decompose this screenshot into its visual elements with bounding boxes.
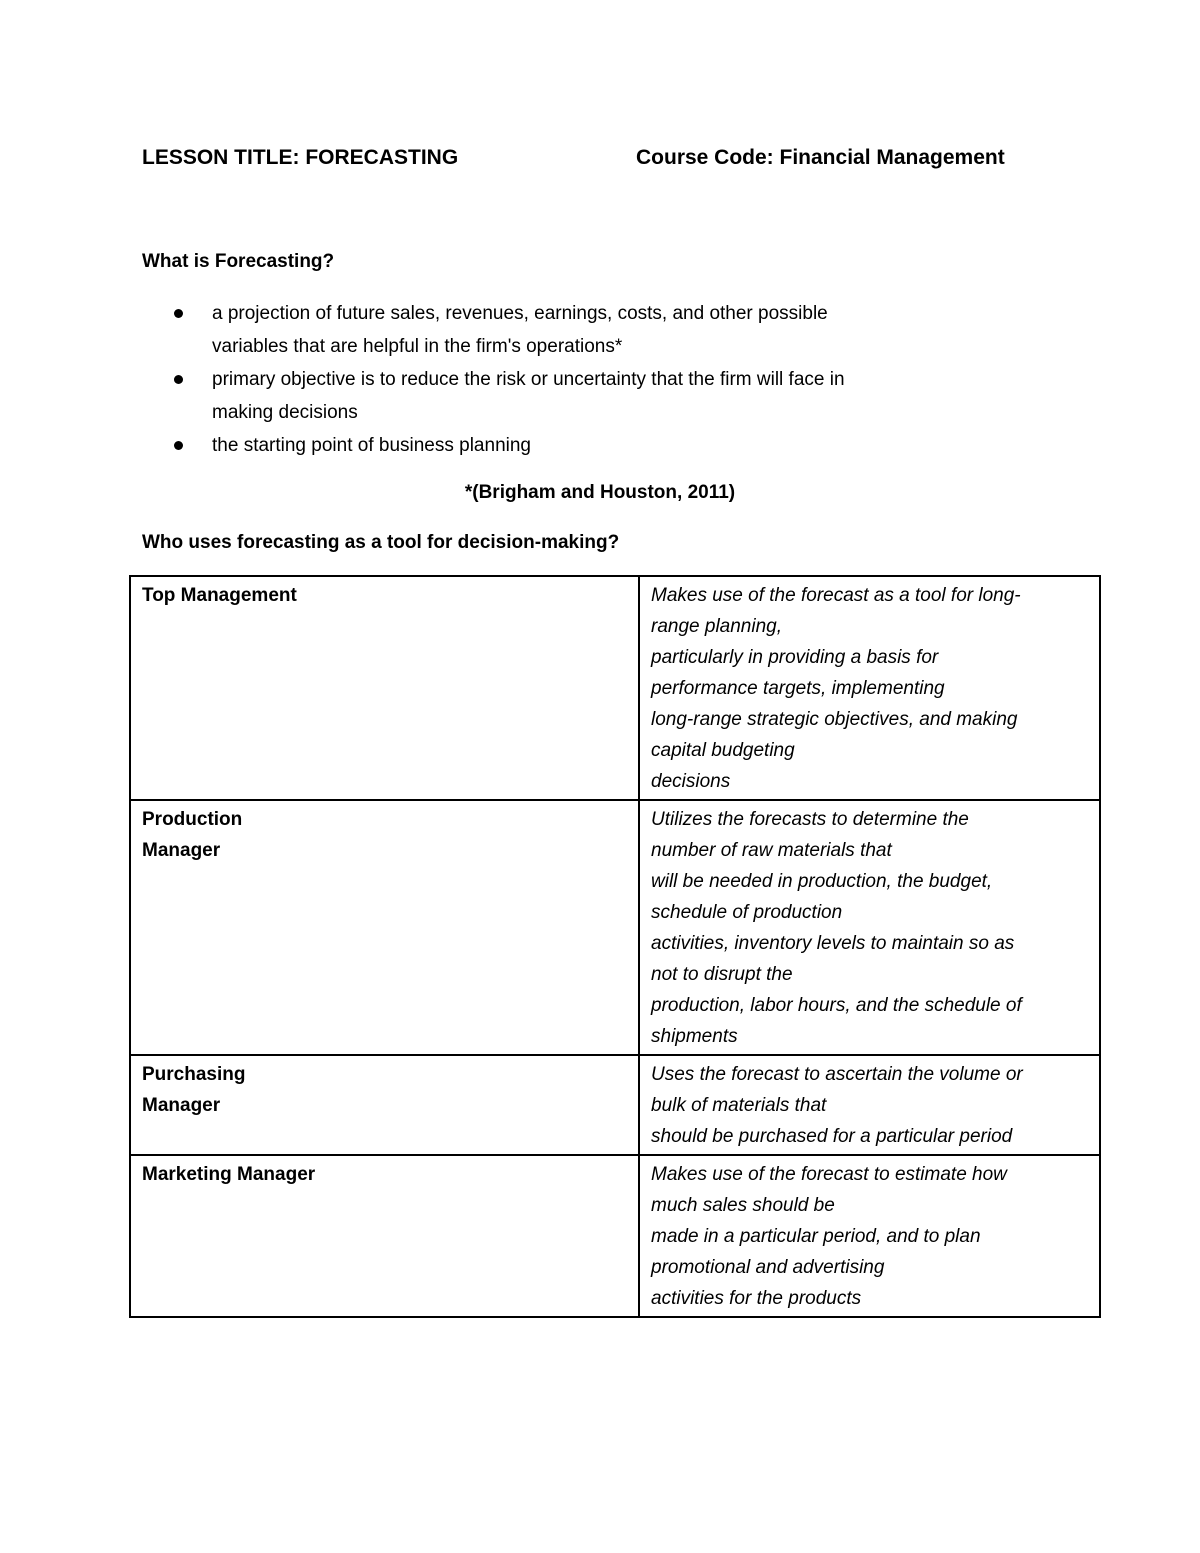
bullet-icon (174, 441, 183, 450)
description-text: activities for the products (651, 1288, 862, 1309)
lesson-title: LESSON TITLE: FORECASTING (142, 146, 459, 169)
bullet-icon (174, 309, 183, 318)
role-text: Manager (142, 1095, 221, 1116)
role-text: Production (142, 809, 243, 830)
description-text: Uses the forecast to ascertain the volume or (651, 1064, 1023, 1085)
bullet-item (168, 363, 1048, 429)
citation: *(Brigham and Houston, 2011) (464, 482, 736, 503)
document-header (142, 146, 1062, 176)
role-cell (130, 800, 639, 1055)
description-text: range planning, (651, 616, 782, 637)
role-cell (130, 576, 639, 800)
bullet-item (168, 429, 1048, 462)
description-cell (639, 1055, 1100, 1155)
description-cell (639, 800, 1100, 1055)
description-text: performance targets, implementing (651, 678, 945, 699)
bullet-text: primary objective is to reduce the risk or uncertainty that the firm will face in (212, 369, 845, 390)
description-text: will be needed in production, the budget, (651, 871, 993, 892)
description-text: number of raw materials that (651, 840, 892, 861)
role-text: Top Management (142, 585, 297, 606)
description-text: should be purchased for a particular period (651, 1126, 1013, 1147)
role-text: Marketing Manager (142, 1164, 316, 1185)
description-cell (639, 576, 1100, 800)
bullet-item (168, 297, 1048, 363)
bullet-text: the starting point of business planning (212, 435, 531, 456)
description-text: promotional and advertising (651, 1257, 885, 1278)
what-is-forecasting-heading: What is Forecasting? (142, 251, 335, 272)
description-text: bulk of materials that (651, 1095, 827, 1116)
role-text: Manager (142, 840, 221, 861)
table-row (130, 576, 1100, 800)
table-row (130, 800, 1100, 1055)
description-text: Makes use of the forecast to estimate how (651, 1164, 1007, 1185)
description-text: made in a particular period, and to plan (651, 1226, 981, 1247)
definition-bullet-list (168, 297, 1048, 462)
description-text: capital budgeting (651, 740, 795, 761)
who-uses-forecasting-heading: Who uses forecasting as a tool for decision-making? (142, 532, 620, 553)
description-text: not to disrupt the (651, 964, 793, 985)
description-text: production, labor hours, and the schedule of (651, 995, 1022, 1016)
role-text: Purchasing (142, 1064, 246, 1085)
description-text: much sales should be (651, 1195, 835, 1216)
description-text: Utilizes the forecasts to determine the (651, 809, 969, 830)
bullet-text: variables that are helpful in the firm's operations* (212, 336, 623, 357)
table-row (130, 1055, 1100, 1155)
description-text: shipments (651, 1026, 738, 1047)
role-cell (130, 1055, 639, 1155)
course-code: Course Code: Financial Management (636, 146, 1005, 169)
table-row (130, 1155, 1100, 1317)
roles-table (129, 575, 1101, 1318)
description-text: long-range strategic objectives, and making (651, 709, 1018, 730)
description-text: decisions (651, 771, 731, 792)
description-cell (639, 1155, 1100, 1317)
description-text: particularly in providing a basis for (651, 647, 939, 668)
description-text: Makes use of the forecast as a tool for long- (651, 585, 1021, 606)
role-cell (130, 1155, 639, 1317)
description-text: schedule of production (651, 902, 843, 923)
bullet-text: a projection of future sales, revenues, earnings, costs, and other possible (212, 303, 828, 324)
bullet-icon (174, 375, 183, 384)
bullet-text: making decisions (212, 402, 358, 423)
description-text: activities, inventory levels to maintain so as (651, 933, 1015, 954)
